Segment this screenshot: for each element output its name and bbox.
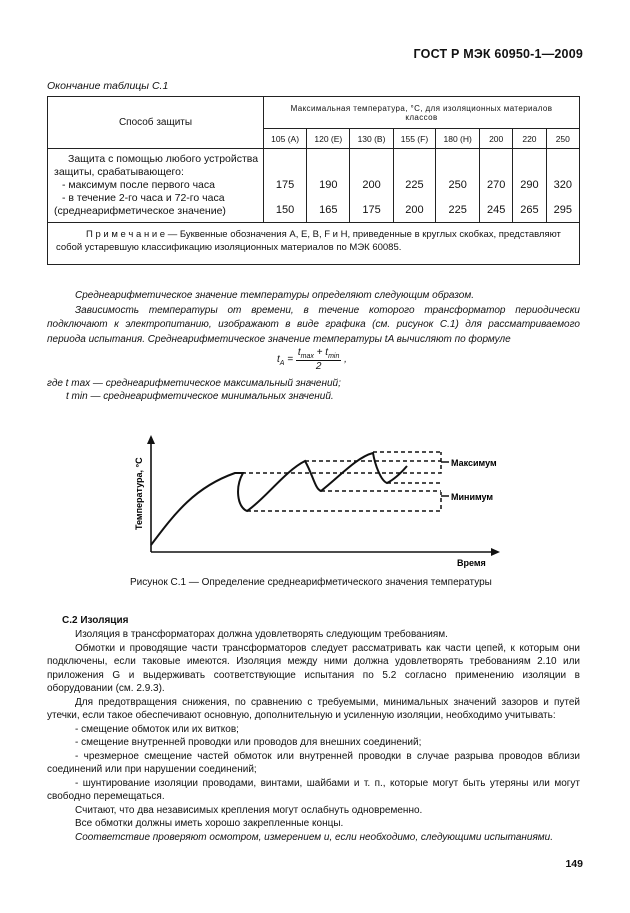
body-para: Обмотки и проводящие части трансформаторов следует рассматривать как части цепей, к которым они подключены, если таковые имеются. Изоляция между ними должна удовлетворять требованиям 2.10 или приложения G и выдерживать соответствующие испытания по 5.2 согласно применению изоляции в оборудовании (см. 2.9.3). <box>47 642 580 694</box>
x-axis-arrow <box>491 548 500 556</box>
para-intro: Среднеарифметическое значение температуры определяют следующим образом. Зависимость температуры от времени, в течение которого трансформатор периодически подключают к электропитанию, изображают в виде графика (см. рисунок С.1) для рассматриваемого периода испытания. Среднеарифметическое значение температуры tA вычисляют по формуле <box>47 290 580 345</box>
class-header: 220 <box>513 129 546 149</box>
value-cell: 320 295 <box>546 149 579 223</box>
value-cell: 175 150 <box>264 149 307 223</box>
body-para: Считают, что два независимых крепления могут ослабнуть одновременно. <box>75 804 423 816</box>
row-label-2: - максимум после первого часа <box>62 179 215 191</box>
row-label <box>48 149 264 223</box>
temperature-figure <box>125 435 505 570</box>
value-cell: 250 225 <box>436 149 480 223</box>
table-continuation-label: Окончание таблицы С.1 <box>47 80 169 92</box>
body-para: - шунтирование изоляции проводами, винтами, шайбами и т. п., которые могут быть утеряны или могут свободно перемещаться. <box>47 777 580 802</box>
label-max: Максимум <box>451 458 497 468</box>
formula: $t_A$ = $t_{max} + t_{min}$ 2 , <box>277 347 347 372</box>
col-header-protection: Способ защиты <box>48 97 264 149</box>
value-cell: 200 175 <box>350 149 393 223</box>
body-para: - смещение внутренней проводки или проводов для внешних соединений; <box>75 737 422 748</box>
value-cell: 225 200 <box>393 149 436 223</box>
body-para: - чрезмерное смещение частей обмоток или внутренней проводки в случае разрыва проводов вблизи соединений или при нарушении соединений; <box>47 750 580 775</box>
x-axis-label: Время <box>457 558 486 568</box>
class-header: 155 (F) <box>393 129 436 149</box>
where-max: где t max — среднеарифметическое максимальный значений; <box>47 378 341 389</box>
col-group-header: Максимальная температура, °С, для изоляционных материалов классов <box>264 97 580 129</box>
max-levels <box>235 452 441 473</box>
value-cell: 270 245 <box>480 149 513 223</box>
y-axis-arrow <box>147 435 155 444</box>
temperature-curve <box>151 453 407 545</box>
body-para: - смещение обмоток или их витков; <box>75 723 239 735</box>
class-header: 120 (Е) <box>307 129 350 149</box>
class-header: 250 <box>546 129 579 149</box>
class-header: 180 (Н) <box>436 129 480 149</box>
value-cell: 290 265 <box>513 149 546 223</box>
body-para: Изоляция в трансформаторах должна удовлетворять следующим требованиям. <box>75 629 448 640</box>
row-label-3: - в течение 2-го часа и 72-го часа (среднеарифметическое значение) <box>54 192 226 217</box>
min-levels <box>247 483 441 511</box>
body-para: Все обмотки должны иметь хорошо закрепленные концы. <box>75 818 344 829</box>
where-min: t min — среднеарифметическое минимальных значений. <box>66 391 334 402</box>
temperature-table <box>47 96 580 265</box>
figure-caption: Рисунок С.1 — Определение среднеарифметического значения температуры <box>130 577 492 588</box>
label-min: Минимум <box>451 492 494 502</box>
value-cell: 190 165 <box>307 149 350 223</box>
standard-header: ГОСТ Р МЭК 60950-1—2009 <box>413 47 583 61</box>
class-header: 200 <box>480 129 513 149</box>
page-number: 149 <box>565 858 583 870</box>
y-axis-label: Температура, °С <box>134 457 144 530</box>
body-para: Для предотвращения снижения, по сравнению с требуемыми, минимальных значений зазоров и путей утечки, если такое обеспечивают основную, дополнительную и усиленную изоляции, необходимо учитывать: <box>47 696 580 721</box>
section-title: С.2 Изоляция <box>62 615 129 626</box>
body-para: Соответствие проверяют осмотром, измерением и, если необходимо, следующими испытаниями. <box>75 831 553 843</box>
section-body <box>47 628 580 844</box>
class-header: 130 (В) <box>350 129 393 149</box>
table-note: П р и м е ч а н и е — Буквенные обозначения А, Е, В, F и Н, приведенные в круглых скобках, представляют собой устаревшую классификацию изоляционных материалов по МЭК 60085. <box>48 223 580 265</box>
row-label-1: Защита с помощью любого устройства защиты, срабатывающего: <box>54 153 259 178</box>
class-header: 105 (А) <box>264 129 307 149</box>
